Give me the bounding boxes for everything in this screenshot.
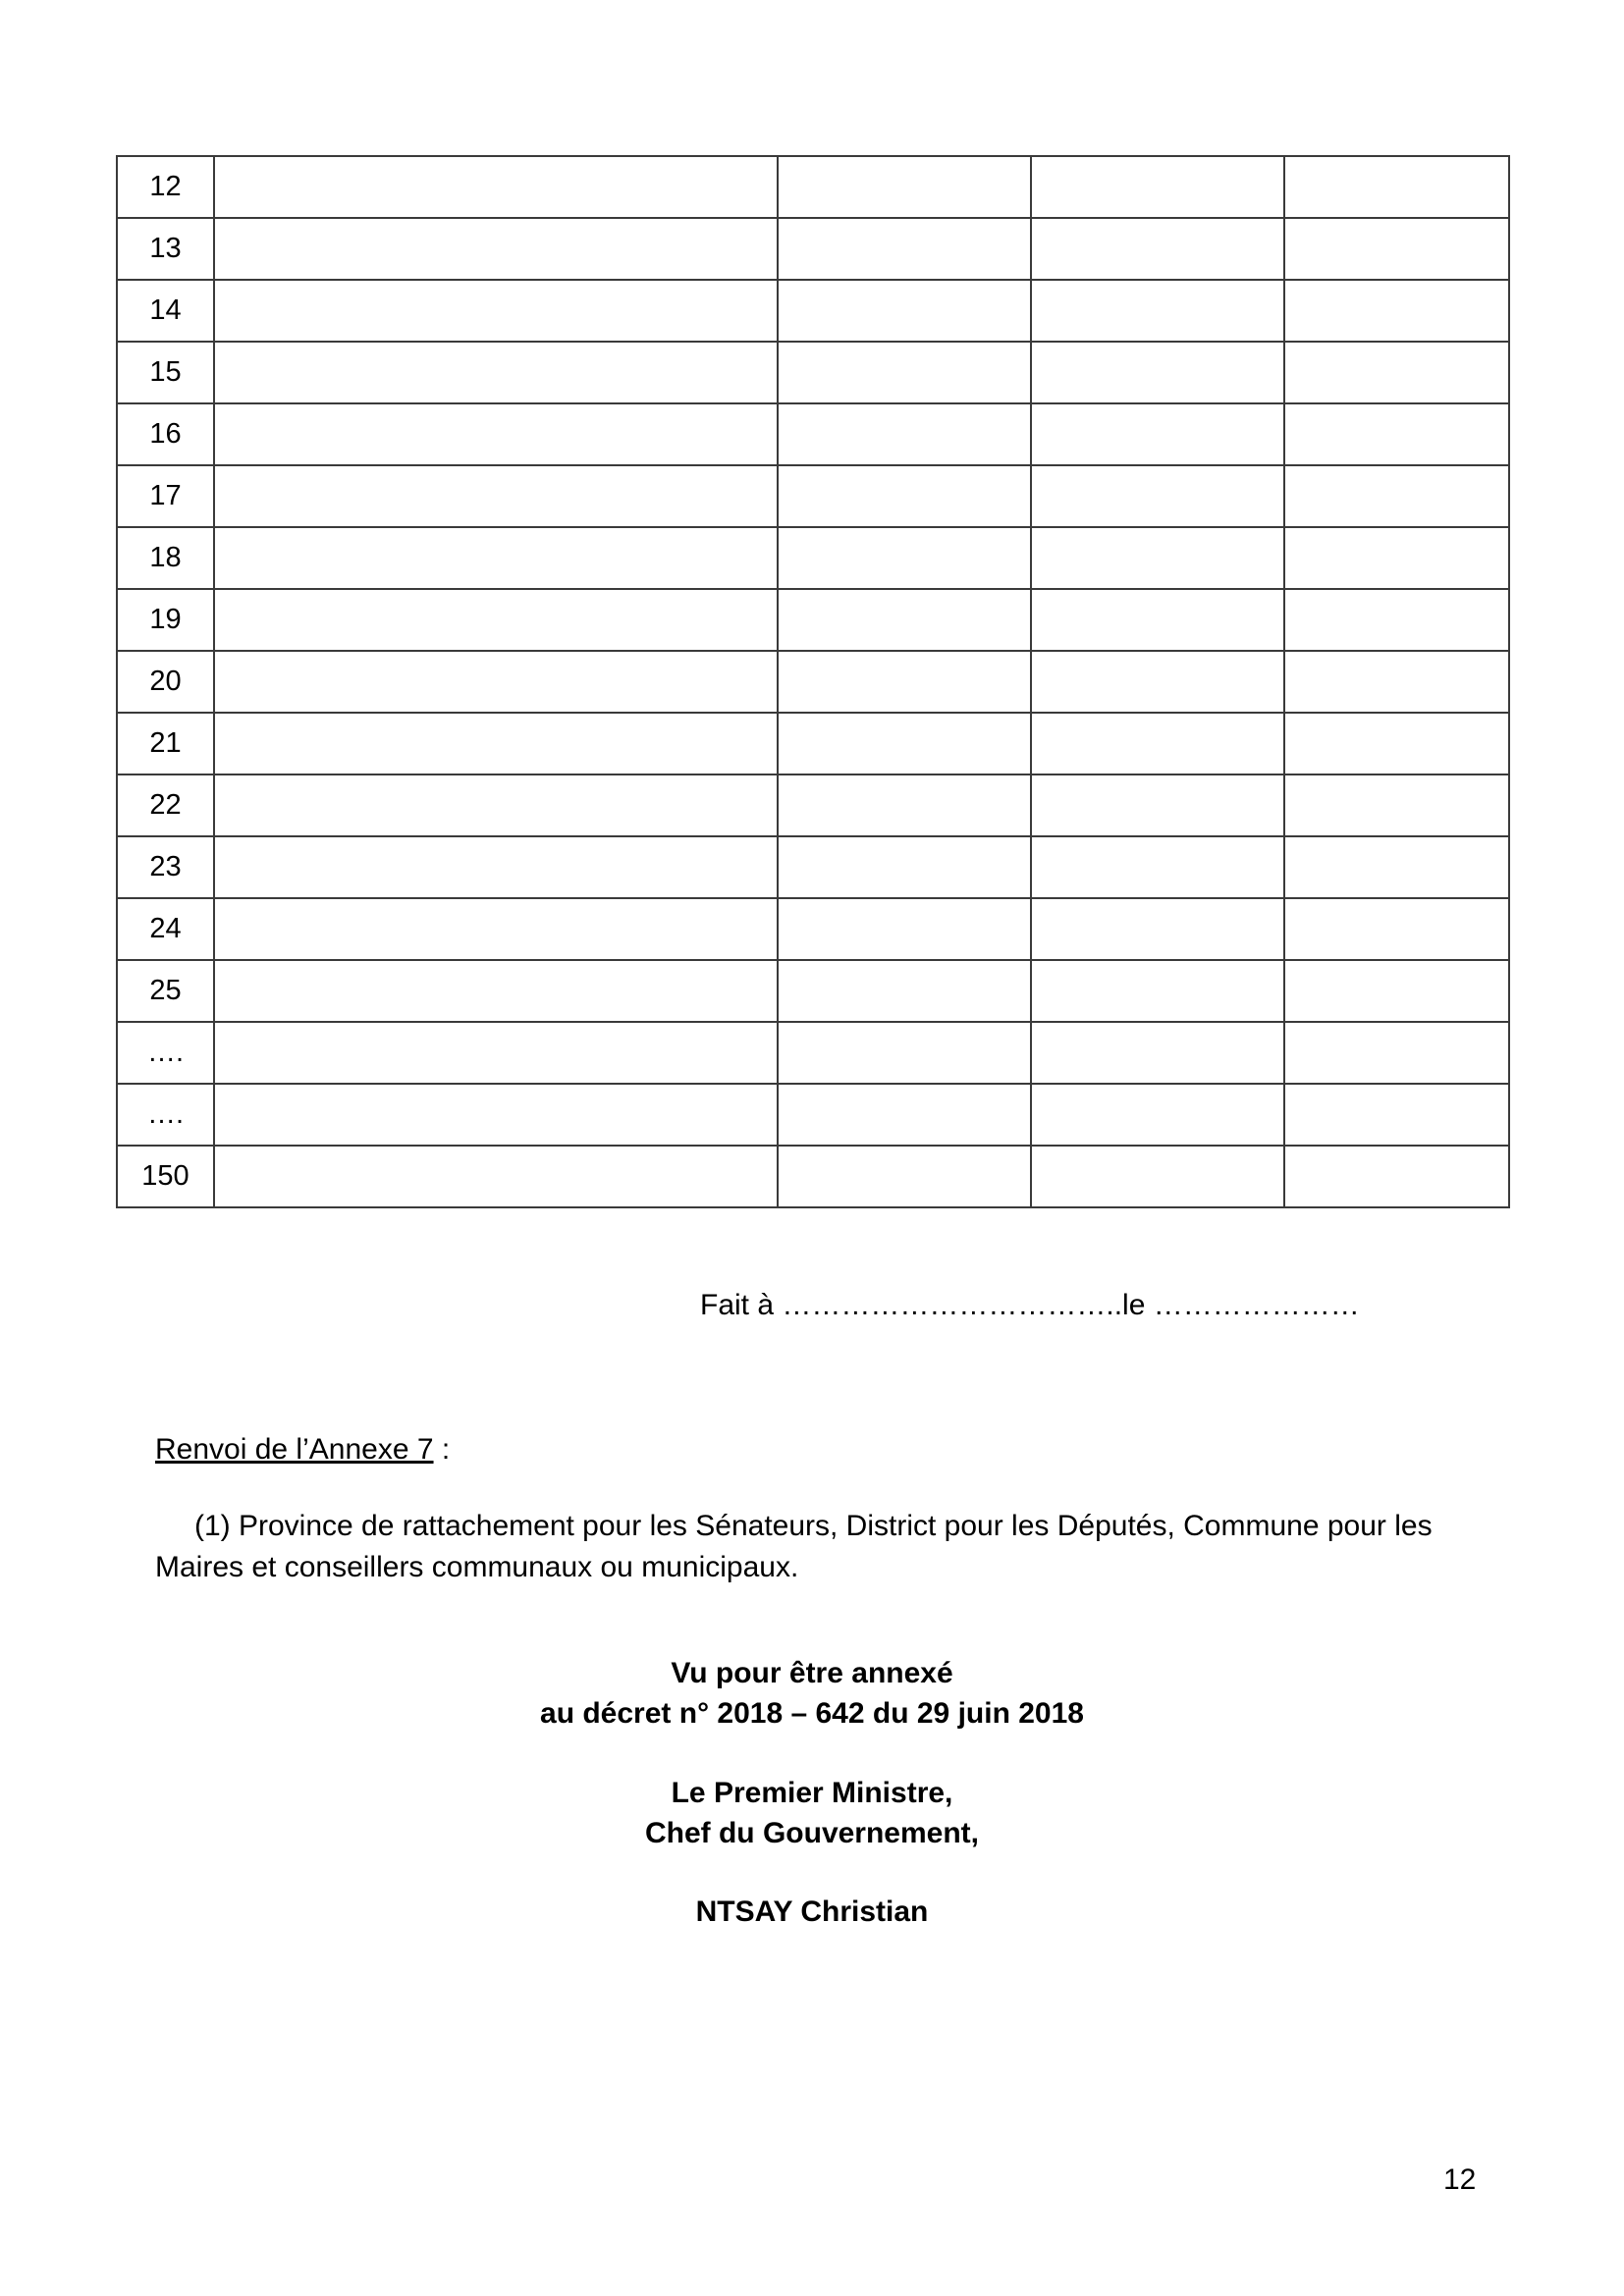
annex-statement-line1: Vu pour être annexé <box>671 1657 953 1689</box>
annex-statement-line2: au décret n° 2018 – 642 du 29 juin 2018 <box>540 1697 1084 1730</box>
table-cell <box>1031 836 1284 898</box>
table-row <box>117 960 1509 1022</box>
table-cell <box>1284 651 1509 713</box>
signatory-title-line1: Le Premier Ministre, <box>671 1777 953 1809</box>
table-cell <box>214 713 778 774</box>
row-number: 21 <box>117 713 214 774</box>
table-cell <box>1031 774 1284 836</box>
signatory-title-line2: Chef du Gouvernement, <box>644 1817 980 1849</box>
row-number: 23 <box>117 836 214 898</box>
row-number: 19 <box>117 589 214 651</box>
table-cell <box>778 156 1031 218</box>
row-number: 24 <box>117 898 214 960</box>
table-cell <box>214 218 778 280</box>
row-number: 20 <box>117 651 214 713</box>
signatory-name: NTSAY Christian <box>695 1896 929 1928</box>
table-cell <box>1031 960 1284 1022</box>
table-row <box>117 836 1509 898</box>
annex-table <box>116 155 1510 1208</box>
table-cell <box>214 342 778 403</box>
table-cell <box>214 1146 778 1207</box>
table-row <box>117 1146 1509 1207</box>
table-row <box>117 713 1509 774</box>
row-number: 14 <box>117 280 214 342</box>
row-number: …. <box>117 1084 214 1146</box>
table-cell <box>1284 465 1509 527</box>
table-cell <box>214 403 778 465</box>
place-date-line: Fait à ……………………………..le ………………… <box>700 1289 1360 1321</box>
table-cell <box>778 218 1031 280</box>
table-cell <box>778 713 1031 774</box>
table-cell <box>778 651 1031 713</box>
table-cell <box>778 898 1031 960</box>
table-cell <box>1284 156 1509 218</box>
row-number: 13 <box>117 218 214 280</box>
table-row <box>117 774 1509 836</box>
annex-reference-colon: : <box>433 1433 451 1466</box>
table-cell <box>1031 1146 1284 1207</box>
table-cell <box>214 527 778 589</box>
row-number: 17 <box>117 465 214 527</box>
row-number: …. <box>117 1022 214 1084</box>
table-cell <box>1031 713 1284 774</box>
table-cell <box>778 589 1031 651</box>
table-cell <box>214 960 778 1022</box>
table-row <box>117 280 1509 342</box>
table-cell <box>1031 280 1284 342</box>
table-row <box>117 527 1509 589</box>
signatory-title <box>0 1773 1624 1853</box>
table-cell <box>1031 589 1284 651</box>
table-cell <box>1284 1084 1509 1146</box>
row-number: 12 <box>117 156 214 218</box>
table-cell <box>214 1022 778 1084</box>
table-cell <box>778 774 1031 836</box>
table-cell <box>1031 465 1284 527</box>
table-cell <box>1284 280 1509 342</box>
table-cell <box>1031 403 1284 465</box>
row-number: 25 <box>117 960 214 1022</box>
table-cell <box>214 465 778 527</box>
table-cell <box>1031 218 1284 280</box>
table-cell <box>1284 960 1509 1022</box>
table-cell <box>1284 836 1509 898</box>
annex-table-body <box>117 156 1509 1207</box>
table-row <box>117 342 1509 403</box>
table-cell <box>1284 403 1509 465</box>
row-number: 150 <box>117 1146 214 1207</box>
table-row <box>117 589 1509 651</box>
row-number: 16 <box>117 403 214 465</box>
row-number: 22 <box>117 774 214 836</box>
table-cell <box>1284 342 1509 403</box>
table-cell <box>214 280 778 342</box>
table-row <box>117 1022 1509 1084</box>
table-cell <box>778 342 1031 403</box>
table-cell <box>1284 589 1509 651</box>
table-row <box>117 1084 1509 1146</box>
table-cell <box>1284 898 1509 960</box>
table-cell <box>778 1022 1031 1084</box>
table-cell <box>778 403 1031 465</box>
table-cell <box>1031 898 1284 960</box>
page-number: 12 <box>1443 2163 1477 2196</box>
table-row <box>117 156 1509 218</box>
table-cell <box>214 651 778 713</box>
annex-reference-heading: Renvoi de l’Annexe 7 <box>155 1433 434 1466</box>
table-cell <box>214 774 778 836</box>
table-cell <box>778 280 1031 342</box>
table-cell <box>1284 1146 1509 1207</box>
table-cell <box>1031 342 1284 403</box>
table-row <box>117 898 1509 960</box>
table-cell <box>1031 156 1284 218</box>
table-cell <box>1031 651 1284 713</box>
table-cell <box>1031 1022 1284 1084</box>
table-cell <box>1284 713 1509 774</box>
table-cell <box>1031 1084 1284 1146</box>
table-cell <box>778 465 1031 527</box>
table-cell <box>214 898 778 960</box>
annex-reference <box>155 1433 450 1467</box>
table-cell <box>778 960 1031 1022</box>
table-cell <box>214 589 778 651</box>
table-row <box>117 651 1509 713</box>
table-cell <box>214 1084 778 1146</box>
table-cell <box>214 836 778 898</box>
table-cell <box>1031 527 1284 589</box>
row-number: 15 <box>117 342 214 403</box>
table-cell <box>1284 774 1509 836</box>
table-cell <box>778 836 1031 898</box>
table-row <box>117 465 1509 527</box>
table-row <box>117 218 1509 280</box>
table-row <box>117 403 1509 465</box>
table-cell <box>778 527 1031 589</box>
annex-statement <box>0 1653 1624 1734</box>
table-cell <box>778 1146 1031 1207</box>
table-cell <box>1284 527 1509 589</box>
table-cell <box>1284 1022 1509 1084</box>
table-cell <box>1284 218 1509 280</box>
footnote-text: (1) Province de rattachement pour les Sénateurs, District pour les Députés, Commune pour les Maires et conseillers communaux ou municipaux. <box>155 1510 1433 1583</box>
table-cell <box>778 1084 1031 1146</box>
table-cell <box>214 156 778 218</box>
row-number: 18 <box>117 527 214 589</box>
